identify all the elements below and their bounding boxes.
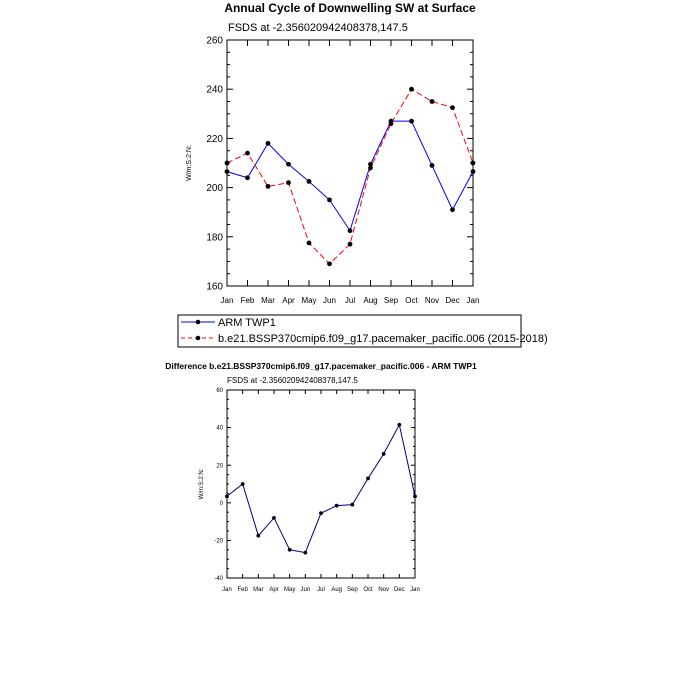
chart-2-ytick-label: 20: [216, 463, 223, 470]
chart-1-xtick-label: Sep: [383, 296, 399, 305]
chart-2-xtick-label: Oct: [363, 587, 373, 593]
chart-1-series-0-point: [450, 207, 455, 212]
chart-2-series-0-point: [272, 516, 276, 520]
chart-1-title: Annual Cycle of Downwelling SW at Surface: [224, 1, 476, 15]
chart-2-plot: [214, 388, 420, 593]
chart-1-xtick-label: Oct: [405, 296, 418, 305]
chart-1-ytick-label: 180: [206, 232, 223, 244]
chart-2-series-0-point: [335, 504, 339, 508]
legend-marker-0: [196, 320, 201, 325]
chart-2-xtick-label: Nov: [378, 587, 390, 593]
chart-1-series-1-point: [409, 87, 414, 92]
chart-2-xtick-label: Jul: [317, 587, 325, 593]
chart-2-series-0-point: [241, 482, 245, 486]
legend-marker-1: [196, 336, 201, 341]
chart-1-xtick-label: Jul: [344, 296, 356, 305]
chart-1-series-1-point: [389, 121, 394, 126]
chart-1-xtick-label: Jun: [323, 296, 336, 305]
chart-1-xtick-label: Dec: [445, 296, 460, 305]
chart-1-series-0-point: [245, 175, 250, 180]
chart-2-series-0-point: [366, 476, 370, 480]
chart-2-xtick-label: Feb: [237, 587, 248, 593]
chart-1-xtick-label: Aug: [363, 296, 378, 305]
chart-1-ytick-label: 160: [206, 281, 223, 293]
chart-2-xtick-label: Apr: [269, 587, 279, 593]
chart-1-xtick-label: Jan: [466, 296, 480, 305]
chart-2-series-0-point: [350, 503, 354, 507]
chart-2-series-0-point: [413, 494, 417, 498]
chart-2-xtick-label: Sep: [346, 587, 358, 593]
chart-1-series-1-point: [450, 105, 455, 110]
chart-1-ylabel: W/m:S:2:N:: [186, 145, 193, 181]
chart-1-ytick-label: 220: [206, 133, 223, 145]
chart-2-ylabel: W/m:S:2:N:: [199, 468, 205, 500]
chart-2-series-0-point: [303, 551, 307, 555]
chart-1-legend: [178, 315, 548, 347]
chart-1-subtitle: FSDS at -2.356020942408378,147.5: [228, 22, 408, 34]
chart-2-xtick-label: Jan: [222, 587, 232, 593]
chart-1-series-1-point: [307, 241, 312, 246]
chart-2-xtick-label: Aug: [331, 587, 343, 593]
chart-2-frame: [227, 390, 415, 578]
chart-1-series-1-point: [430, 99, 435, 104]
chart-1-series-0-line: [227, 121, 473, 230]
chart-2-xtick-label: Jun: [300, 587, 311, 593]
chart-2-ytick-label: 0: [219, 500, 223, 507]
chart-1-series-0-point: [348, 228, 353, 233]
chart-2-xtick-label: Jan: [410, 587, 420, 593]
chart-1-xtick-label: May: [301, 296, 317, 305]
chart-2-subtitle: FSDS at -2.356020942408378,147.5: [227, 376, 358, 385]
chart-1-series-1-point: [266, 184, 271, 189]
chart-1-xtick-label: Apr: [282, 296, 295, 305]
chart-1-series-0-point: [286, 162, 291, 167]
chart-2-series-0-point: [256, 534, 260, 538]
chart-1-series-0-point: [430, 163, 435, 168]
chart-2-ytick-label: 40: [216, 425, 223, 432]
chart-2-series-0-line: [227, 425, 415, 553]
chart-1-ytick-label: 260: [206, 35, 223, 47]
chart-1-xtick-label: Mar: [261, 296, 275, 305]
chart-1-series-0-point: [409, 119, 414, 124]
chart-1-series-0-point: [307, 179, 312, 184]
chart-2-series-0-point: [319, 511, 323, 515]
chart-2-series-0-point: [397, 423, 401, 427]
chart-1-series-1-point: [471, 161, 476, 166]
chart-2-ytick-label: -20: [214, 538, 223, 545]
chart-2-ytick-label: -40: [214, 576, 223, 583]
legend-label-0: ARM TWP1: [218, 317, 276, 329]
chart-1-frame: [227, 40, 473, 286]
chart-1-xtick-label: Jan: [220, 296, 234, 305]
chart-1-series-1-point: [225, 161, 230, 166]
chart-1-series-0-point: [327, 198, 332, 203]
legend-label-1: b.e21.BSSP370cmip6.f09_g17.pacemaker_pacific.006 (2015-2018): [218, 333, 548, 345]
chart-1-series-1-point: [327, 261, 332, 266]
chart-2-xtick-label: May: [283, 587, 296, 593]
chart-2-series-0-point: [288, 548, 292, 552]
chart-1-xtick-label: Feb: [240, 296, 255, 305]
chart-1-plot: [206, 36, 479, 306]
chart-1-series-1-point: [348, 242, 353, 247]
chart-2-xtick-label: Dec: [393, 587, 405, 593]
chart-1-ytick-label: 240: [206, 84, 223, 96]
chart-2-xtick-label: Mar: [253, 587, 264, 593]
chart-1-series-0-point: [266, 141, 271, 146]
chart-1-series-1-point: [286, 180, 291, 185]
chart-1-series-1-point: [368, 166, 373, 171]
chart-2-ytick-label: 60: [216, 388, 223, 395]
chart-1-series-0-point: [225, 169, 230, 174]
chart-2-series-0-point: [382, 452, 386, 456]
chart-1-series-1-point: [245, 151, 250, 156]
chart-1-series-1-line: [227, 89, 473, 264]
chart-2-series-0-point: [225, 494, 229, 498]
chart-1-ytick-label: 200: [206, 183, 223, 195]
chart-1-xtick-label: Nov: [424, 296, 440, 305]
chart-2-title: Difference b.e21.BSSP370cmip6.f09_g17.pacemaker_pacific.006 - ARM TWP1: [165, 361, 477, 371]
chart-1-series-0-point: [471, 169, 476, 174]
